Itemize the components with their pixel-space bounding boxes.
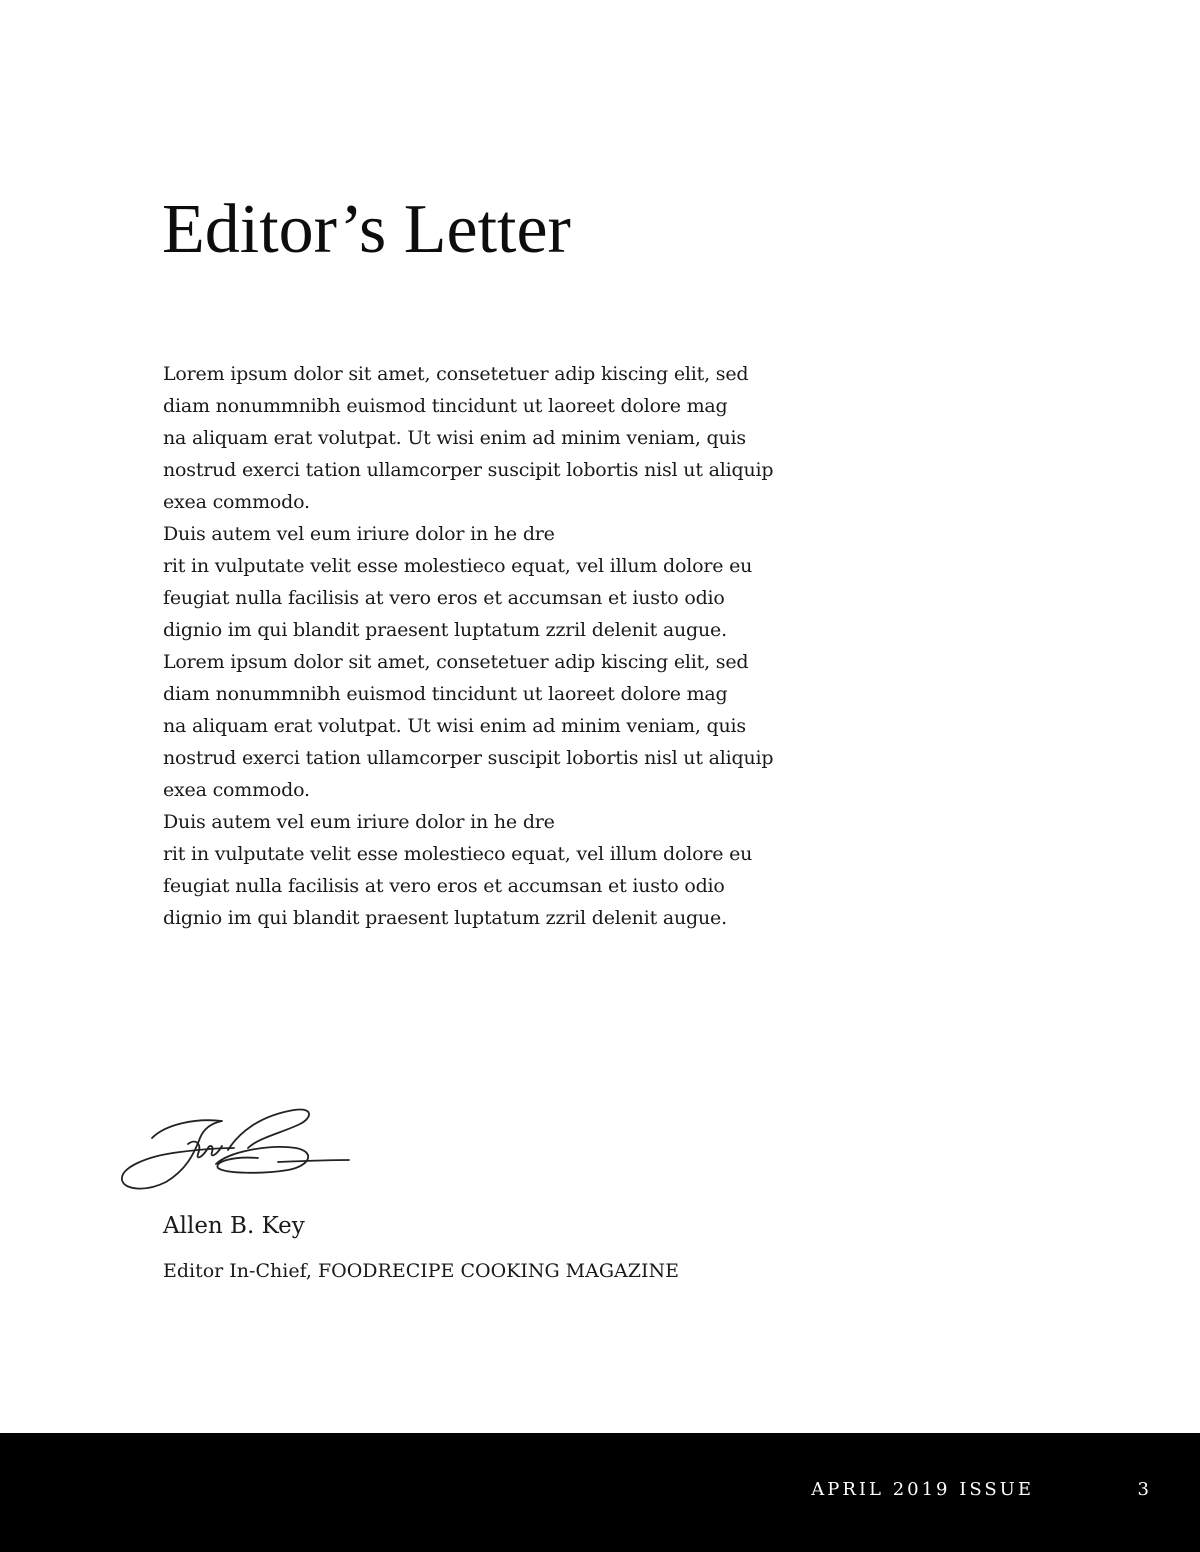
letter-line: Lorem ipsum dolor sit amet, consetetuer adip kiscing elit, sed bbox=[163, 651, 749, 673]
signature-icon bbox=[118, 1104, 354, 1196]
letter-line: nostrud exerci tation ullamcorper suscipit lobortis nisl ut aliquip bbox=[163, 747, 774, 769]
issue-label: APRIL 2019 ISSUE bbox=[811, 1479, 1034, 1500]
letter-line: exea commodo. bbox=[163, 779, 310, 801]
letter-line: rit in vulputate velit esse molestieco equat, vel illum dolore eu bbox=[163, 843, 753, 865]
letter-line: Duis autem vel eum iriure dolor in he dre bbox=[163, 811, 555, 833]
page-title: Editor’s Letter bbox=[162, 191, 571, 268]
signer-role: Editor In-Chief, bbox=[163, 1260, 312, 1282]
letter-line: Duis autem vel eum iriure dolor in he dre bbox=[163, 523, 555, 545]
letter-line: Lorem ipsum dolor sit amet, consetetuer adip kiscing elit, sed bbox=[163, 363, 749, 385]
letter-line: nostrud exerci tation ullamcorper suscipit lobortis nisl ut aliquip bbox=[163, 459, 774, 481]
letter-line: dignio im qui blandit praesent luptatum zzril delenit augue. bbox=[163, 907, 727, 929]
letter-line: na aliquam erat volutpat. Ut wisi enim ad minim veniam, quis bbox=[163, 715, 746, 737]
publication-name: FOODRECIPE COOKING MAGAZINE bbox=[317, 1260, 679, 1282]
letter-line: dignio im qui blandit praesent luptatum zzril delenit augue. bbox=[163, 619, 727, 641]
signer-name: Allen B. Key bbox=[163, 1213, 305, 1239]
page-number: 3 bbox=[1137, 1479, 1149, 1500]
letter-line: rit in vulputate velit esse molestieco equat, vel illum dolore eu bbox=[163, 555, 753, 577]
footer-bar bbox=[0, 1433, 1200, 1552]
letter-line: feugiat nulla facilisis at vero eros et accumsan et iusto odio bbox=[163, 587, 725, 609]
letter-line: exea commodo. bbox=[163, 491, 310, 513]
letter-line: diam nonummnibh euismod tincidunt ut laoreet dolore mag bbox=[163, 683, 728, 705]
letter-body bbox=[163, 358, 863, 934]
signer-title bbox=[163, 1256, 679, 1286]
letter-line: na aliquam erat volutpat. Ut wisi enim ad minim veniam, quis bbox=[163, 427, 746, 449]
letter-line: diam nonummnibh euismod tincidunt ut laoreet dolore mag bbox=[163, 395, 728, 417]
letter-line: feugiat nulla facilisis at vero eros et accumsan et iusto odio bbox=[163, 875, 725, 897]
